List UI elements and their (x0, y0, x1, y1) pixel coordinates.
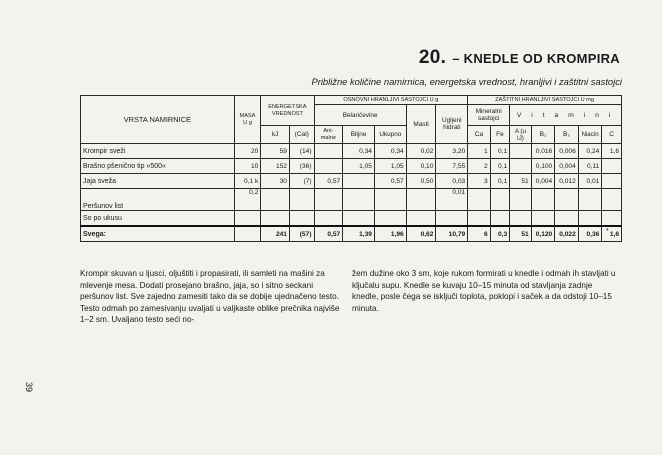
table-cell (555, 211, 579, 227)
header-b2: B₂ (555, 126, 579, 144)
table-cell: 7,55 (436, 159, 468, 174)
table-cell: 1 (468, 144, 491, 159)
recipe-title (419, 47, 620, 69)
table-row (81, 144, 622, 159)
table-cell: 0,004 (531, 174, 555, 189)
ingredient-name-cell: So po ukusu (81, 211, 235, 227)
header-b1: B₁ (531, 126, 555, 144)
table-cell (510, 211, 532, 227)
table-cell: 0,012 (555, 174, 579, 189)
table-cell: 59 (261, 144, 290, 159)
table-cell: 0,57 (314, 174, 343, 189)
table-cell: 0,50 (406, 174, 436, 189)
table-cell: 0,57 (374, 174, 406, 189)
header-fe: Fe (490, 126, 509, 144)
table-cell: 51 (510, 174, 532, 189)
ingredient-name-cell: Krompir sveži (81, 144, 235, 159)
table-cell: 241 (261, 226, 290, 242)
table-cell (406, 211, 436, 227)
header-kj: kJ (261, 126, 290, 144)
table-cell (602, 211, 622, 227)
table-cell (468, 211, 491, 227)
table-cell: 0,01 (578, 174, 602, 189)
table-cell: 1,96 (374, 226, 406, 242)
table-row (81, 189, 622, 211)
table-cell: 1,6 (602, 144, 622, 159)
table-cell (289, 189, 314, 211)
table-cell (261, 211, 290, 227)
recipe-number: 20. (418, 47, 447, 68)
table-cell: 0,016 (531, 144, 555, 159)
table-cell: 0,57 (314, 226, 343, 242)
table-cell (490, 189, 509, 211)
table-cell: 0,10 (406, 159, 436, 174)
table-cell: (57) (289, 226, 314, 242)
table-cell: 0,62 (406, 226, 436, 242)
table-cell (314, 189, 343, 211)
table-cell (374, 211, 406, 227)
table-cell: 0,1 (490, 159, 509, 174)
table-cell: 10 (234, 159, 261, 174)
table-cell (490, 211, 509, 227)
table-cell (510, 159, 532, 174)
table-cell (510, 189, 532, 211)
table-cell: (7) (289, 174, 314, 189)
table-cell: 1,05 (374, 159, 406, 174)
table-cell (343, 211, 375, 227)
table-cell: 0,1 (490, 144, 509, 159)
table-cell (314, 144, 343, 159)
table-cell: 0,34 (374, 144, 406, 159)
table-cell (234, 226, 261, 242)
table-cell: 10,79 (436, 226, 468, 242)
table-cell (510, 144, 532, 159)
table-cell: 0,006 (555, 144, 579, 159)
header-plant: Biljne (343, 126, 375, 144)
table-row (81, 159, 622, 174)
table-cell (578, 189, 602, 211)
table-cell (555, 189, 579, 211)
table-cell (374, 189, 406, 211)
page-number: 39 (24, 382, 34, 393)
table-cell: 0,36 (578, 226, 602, 242)
header-niacin: Niacin (578, 126, 602, 144)
table-cell: 0,01 (436, 189, 468, 211)
header-cal: (Cal) (289, 126, 314, 144)
instructions-left: Krompir skuvan u ljusci, oljuštiti i propasirati, ili samleti na mašini za mlevenje mesa. Dodati prosejano brašno, jaja, so i sitno seckani peršunov list. Sve zajedno zamesiti tako da se dobije ujednačeno testo. Testo odmah po zamesivanju uvaljati u valjkaste oblike prečnika najviše 1–2 sm. Uvaljano testo seći no- (80, 269, 340, 325)
table-cell (602, 159, 622, 174)
table-cell: 0,03 (436, 174, 468, 189)
header-mass: MASA U g (234, 96, 261, 144)
table-cell: 0,34 (343, 144, 375, 159)
table-cell: 0,02 (406, 144, 436, 159)
table-row (81, 174, 622, 189)
table-cell: 6 (468, 226, 491, 242)
table-cell: 1,39 (343, 226, 375, 242)
table-cell: 30 (261, 174, 290, 189)
header-proteins: Belančevine (314, 105, 406, 126)
header-ingredient: VRSTA NAMIRNICE (81, 96, 235, 144)
table-cell (468, 189, 491, 211)
header-protective: ZAŠTITNI HRANLJIVI SASTOJCI U mg (468, 96, 622, 105)
header-main-nutrients: OSNOVNI HRANLJIVI SASTOJCI U g (314, 96, 468, 105)
table-row (81, 211, 622, 227)
header-fats: Masti (406, 105, 436, 144)
ingredient-name-cell: Svega: (81, 226, 235, 242)
table-cell: 152 (261, 159, 290, 174)
table-cell (602, 174, 622, 189)
table-cell: 0,100 (531, 159, 555, 174)
table-cell (289, 211, 314, 227)
footnote-mark: * (606, 228, 609, 235)
header-vitamin-a: A (u IJ) (510, 126, 532, 144)
table-cell (578, 211, 602, 227)
table-cell (261, 189, 290, 211)
recipe-subtitle: Približne količine namirnica, energetska vrednost, hranljivi i zaštitni sastojci (311, 76, 622, 87)
header-vitamins: V i t a m i n i (510, 105, 622, 126)
table-cell: 0,1 (490, 174, 509, 189)
table-total-row (81, 226, 622, 242)
table-cell: 0,2 (234, 189, 261, 211)
instructions-right: žem dužine oko 3 sm, koje rukom formirati u knedle i odmah ih stavljati u ključalu supu. Knedle se kuvaju 10–15 minuta od stavljanja zadnje knedle, posle čega se isključi toplota, poklopi i saček a da odstoji 10–15 minuta. (352, 269, 616, 313)
header-animal: Ani-malne (314, 126, 343, 144)
table-header-row (81, 96, 622, 105)
table-cell (343, 174, 375, 189)
header-energy: ENERGETSKA VREDNOST (261, 96, 314, 126)
header-carbs: Ugljeni hidrati (436, 105, 468, 144)
table-cell: 0,1 k (234, 174, 261, 189)
table-cell: 3,20 (436, 144, 468, 159)
table-cell: 2 (468, 159, 491, 174)
table-cell: 0,120 (531, 226, 555, 242)
table-cell: 0,24 (578, 144, 602, 159)
table-cell: 0,022 (555, 226, 579, 242)
table-cell: 3 (468, 174, 491, 189)
table-cell (343, 189, 375, 211)
table-cell: 1,6 (602, 226, 622, 242)
table-cell (314, 159, 343, 174)
table-cell: (36) (289, 159, 314, 174)
header-total: Ukupno (374, 126, 406, 144)
table-cell: 0,3 (490, 226, 509, 242)
ingredient-name-cell: Brašno pšenično tip »500« (81, 159, 235, 174)
ingredient-name-cell: Peršunov list (81, 189, 235, 211)
table-cell (234, 211, 261, 227)
table-cell: (14) (289, 144, 314, 159)
nutrition-table (80, 95, 622, 242)
ingredient-name-cell: Jaja sveža (81, 174, 235, 189)
table-cell (602, 189, 622, 211)
header-minerals: Mineralni sastojci (468, 105, 510, 126)
recipe-name: – KNEDLE OD KROMPIRA (452, 51, 620, 66)
table-cell: 51 (510, 226, 532, 242)
table-cell: 0,004 (555, 159, 579, 174)
table-cell (406, 189, 436, 211)
table-cell (531, 189, 555, 211)
header-ca: Ca (468, 126, 491, 144)
table-cell (436, 211, 468, 227)
header-c: C (602, 126, 622, 144)
table-cell: 20 (234, 144, 261, 159)
table-cell (314, 211, 343, 227)
table-cell: 1,05 (343, 159, 375, 174)
table-cell: 0,11 (578, 159, 602, 174)
table-cell (531, 211, 555, 227)
